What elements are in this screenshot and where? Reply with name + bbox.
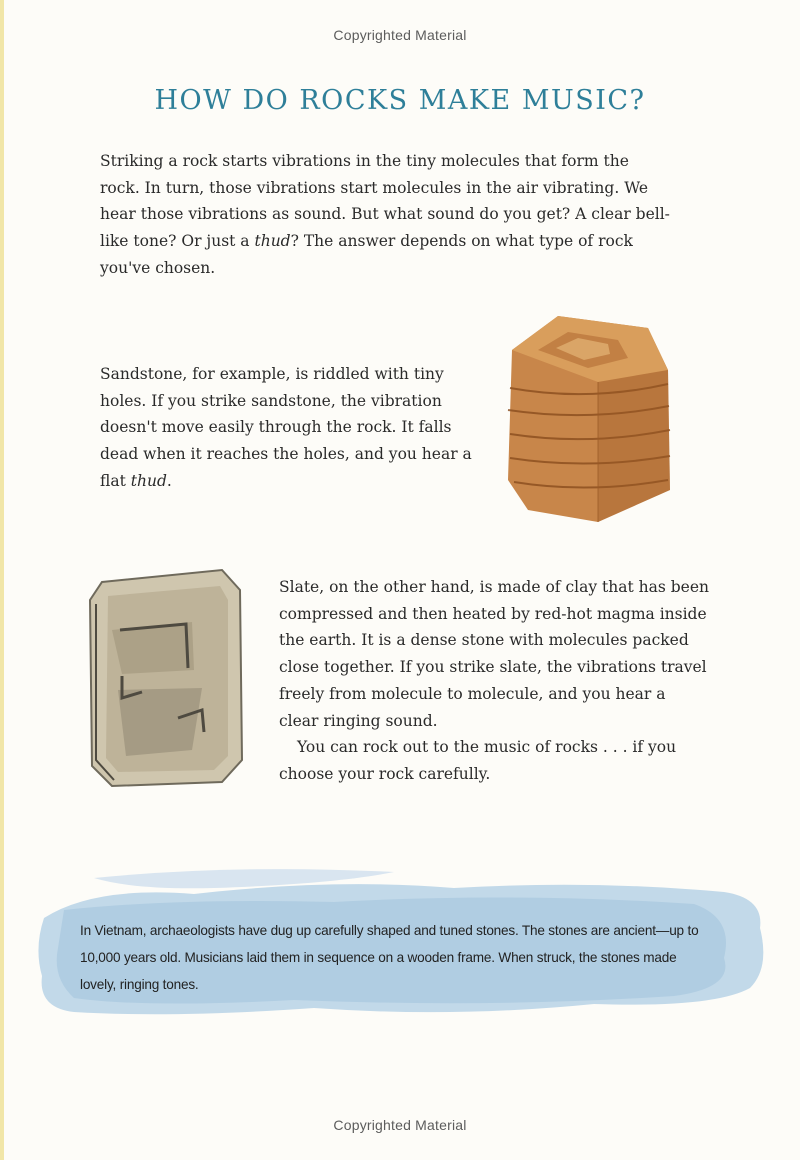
page-title: HOW DO ROCKS MAKE MUSIC? — [154, 85, 646, 116]
slate-closing: You can rock out to the music of rocks . . . if you choose your rock carefully. — [279, 738, 677, 783]
sandstone-end: . — [166, 471, 172, 490]
page-edge — [0, 0, 4, 1160]
sandstone-rock-illustration — [498, 310, 678, 530]
sandstone-paragraph — [100, 361, 480, 495]
slate-shading-2 — [118, 688, 202, 756]
sidebar-fact-text: In Vietnam, archaeologists have dug up carefully shaped and tuned stones. The stones are ancient—up to 10,000 years old. Musicians laid them in sequence on a wooden frame. When struck, the stones made lovely, ringing tones. — [80, 923, 699, 992]
sandstone-text: Sandstone, for example, is riddled with tiny holes. If you strike sandstone, the vibration doesn't move easily through the rock. It falls dead when it reaches the holes, and you hear a flat — [100, 365, 472, 490]
copyright-header: Copyrighted Material — [333, 27, 467, 43]
copyright-footer: Copyrighted Material — [333, 1117, 467, 1133]
slate-text: Slate, on the other hand, is made of clay that has been compressed and then heated by red-hot magma inside the earth. It is a dense stone with molecules packed close together. If you strike slate, the vibrations travel freely from molecule to molecule, and you hear a clear ringing sound. — [279, 578, 709, 730]
slate-paragraph — [279, 574, 709, 788]
intro-emphasis: thud — [254, 232, 291, 251]
sandstone-shadow-face — [598, 370, 670, 522]
sandstone-emphasis: thud — [130, 471, 167, 490]
intro-text-1: Striking a rock starts vibrations in the tiny molecules that form the rock. In turn, those vibrations start molecules in the air vibrating. We hear those vibrations as sound. But what sound do you get? A clear bell-like tone? Or just a — [100, 152, 670, 251]
intro-paragraph — [100, 148, 670, 282]
slate-rock-illustration — [82, 560, 252, 790]
intro-text-2: ? The answer depends on what type of rock you've chosen. — [100, 232, 633, 277]
